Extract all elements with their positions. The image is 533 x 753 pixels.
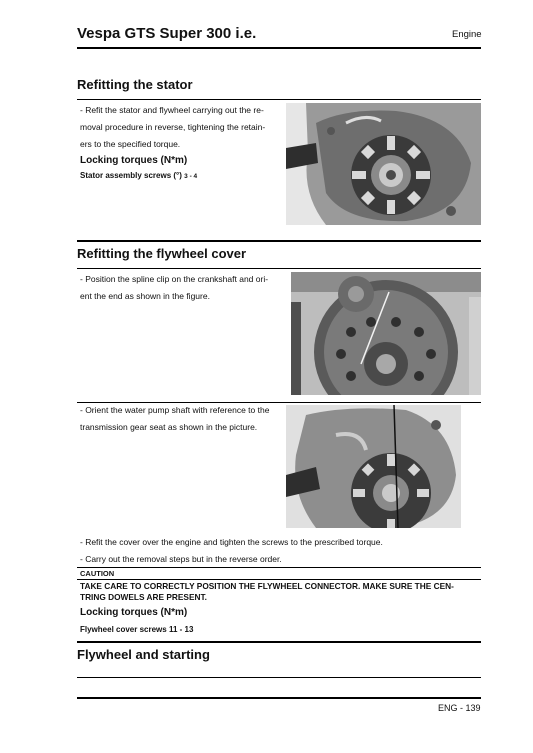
caution-text bbox=[80, 581, 482, 603]
stator-text-line: - Refit the stator and flywheel carrying out the re- bbox=[80, 105, 264, 115]
stator-text-line: ers to the specified torque. bbox=[80, 139, 181, 149]
spline-clip-photo bbox=[291, 272, 481, 395]
flywheel-cover-step2 bbox=[80, 402, 290, 436]
flywheel-starting-heading: Flywheel and starting bbox=[77, 647, 210, 662]
stator-torque-value: 3 - 4 bbox=[184, 173, 198, 180]
stator-text bbox=[80, 102, 286, 153]
stator-heading: Refitting the stator bbox=[77, 77, 193, 92]
document-title: Vespa GTS Super 300 i.e. bbox=[77, 25, 257, 42]
caution-label: CAUTION bbox=[80, 569, 115, 578]
page-number: ENG - 139 bbox=[438, 703, 481, 713]
stator-text-line: moval procedure in reverse, tightening the retain- bbox=[80, 122, 266, 132]
caution-line: TAKE CARE TO CORRECTLY POSITION THE FLYWHEEL CONNECTOR. MAKE SURE THE CEN- bbox=[80, 581, 454, 591]
header-rule bbox=[77, 47, 481, 49]
water-pump-illustration bbox=[286, 405, 461, 528]
spline-clip-illustration bbox=[291, 272, 481, 395]
step2-line: transmission gear seat as shown in the picture. bbox=[80, 422, 258, 432]
step2-line: - Orient the water pump shaft with reference to the bbox=[80, 405, 270, 415]
water-pump-photo bbox=[286, 405, 461, 528]
stator-torque-heading: Locking torques (N*m) bbox=[80, 155, 188, 166]
flywheel-cover-step1 bbox=[80, 271, 290, 305]
flywheel-cover-step4: - Carry out the removal steps but in the reverse order. bbox=[80, 554, 282, 564]
caution-rule bbox=[77, 579, 481, 580]
footer-rule bbox=[77, 697, 481, 699]
step1-line: - Position the spline clip on the crankshaft and ori- bbox=[80, 274, 269, 284]
flywheel-cover-rule bbox=[77, 268, 481, 269]
flywheel-cover-torque-heading: Locking torques (N*m) bbox=[80, 607, 188, 618]
stator-torque-label: Stator assembly screws (°) bbox=[80, 171, 182, 180]
stator-torque-line bbox=[80, 171, 197, 180]
flywheel-starting-rule bbox=[77, 677, 481, 678]
flywheel-starting-top-rule bbox=[77, 641, 481, 643]
stator-illustration bbox=[286, 103, 481, 225]
flywheel-cover-step3: - Refit the cover over the engine and tighten the screws to the prescribed torque. bbox=[80, 537, 383, 547]
step1-line: ent the end as shown in the figure. bbox=[80, 291, 210, 301]
section-label: Engine bbox=[452, 29, 482, 40]
flywheel-cover-top-rule bbox=[77, 240, 481, 242]
stator-rule bbox=[77, 99, 481, 100]
flywheel-cover-heading: Refitting the flywheel cover bbox=[77, 246, 247, 261]
stator-photo bbox=[286, 103, 481, 225]
caution-top-rule bbox=[77, 567, 481, 568]
flywheel-cover-torque-line: Flywheel cover screws 11 - 13 bbox=[80, 625, 194, 634]
caution-line: TRING DOWELS ARE PRESENT. bbox=[80, 592, 207, 602]
